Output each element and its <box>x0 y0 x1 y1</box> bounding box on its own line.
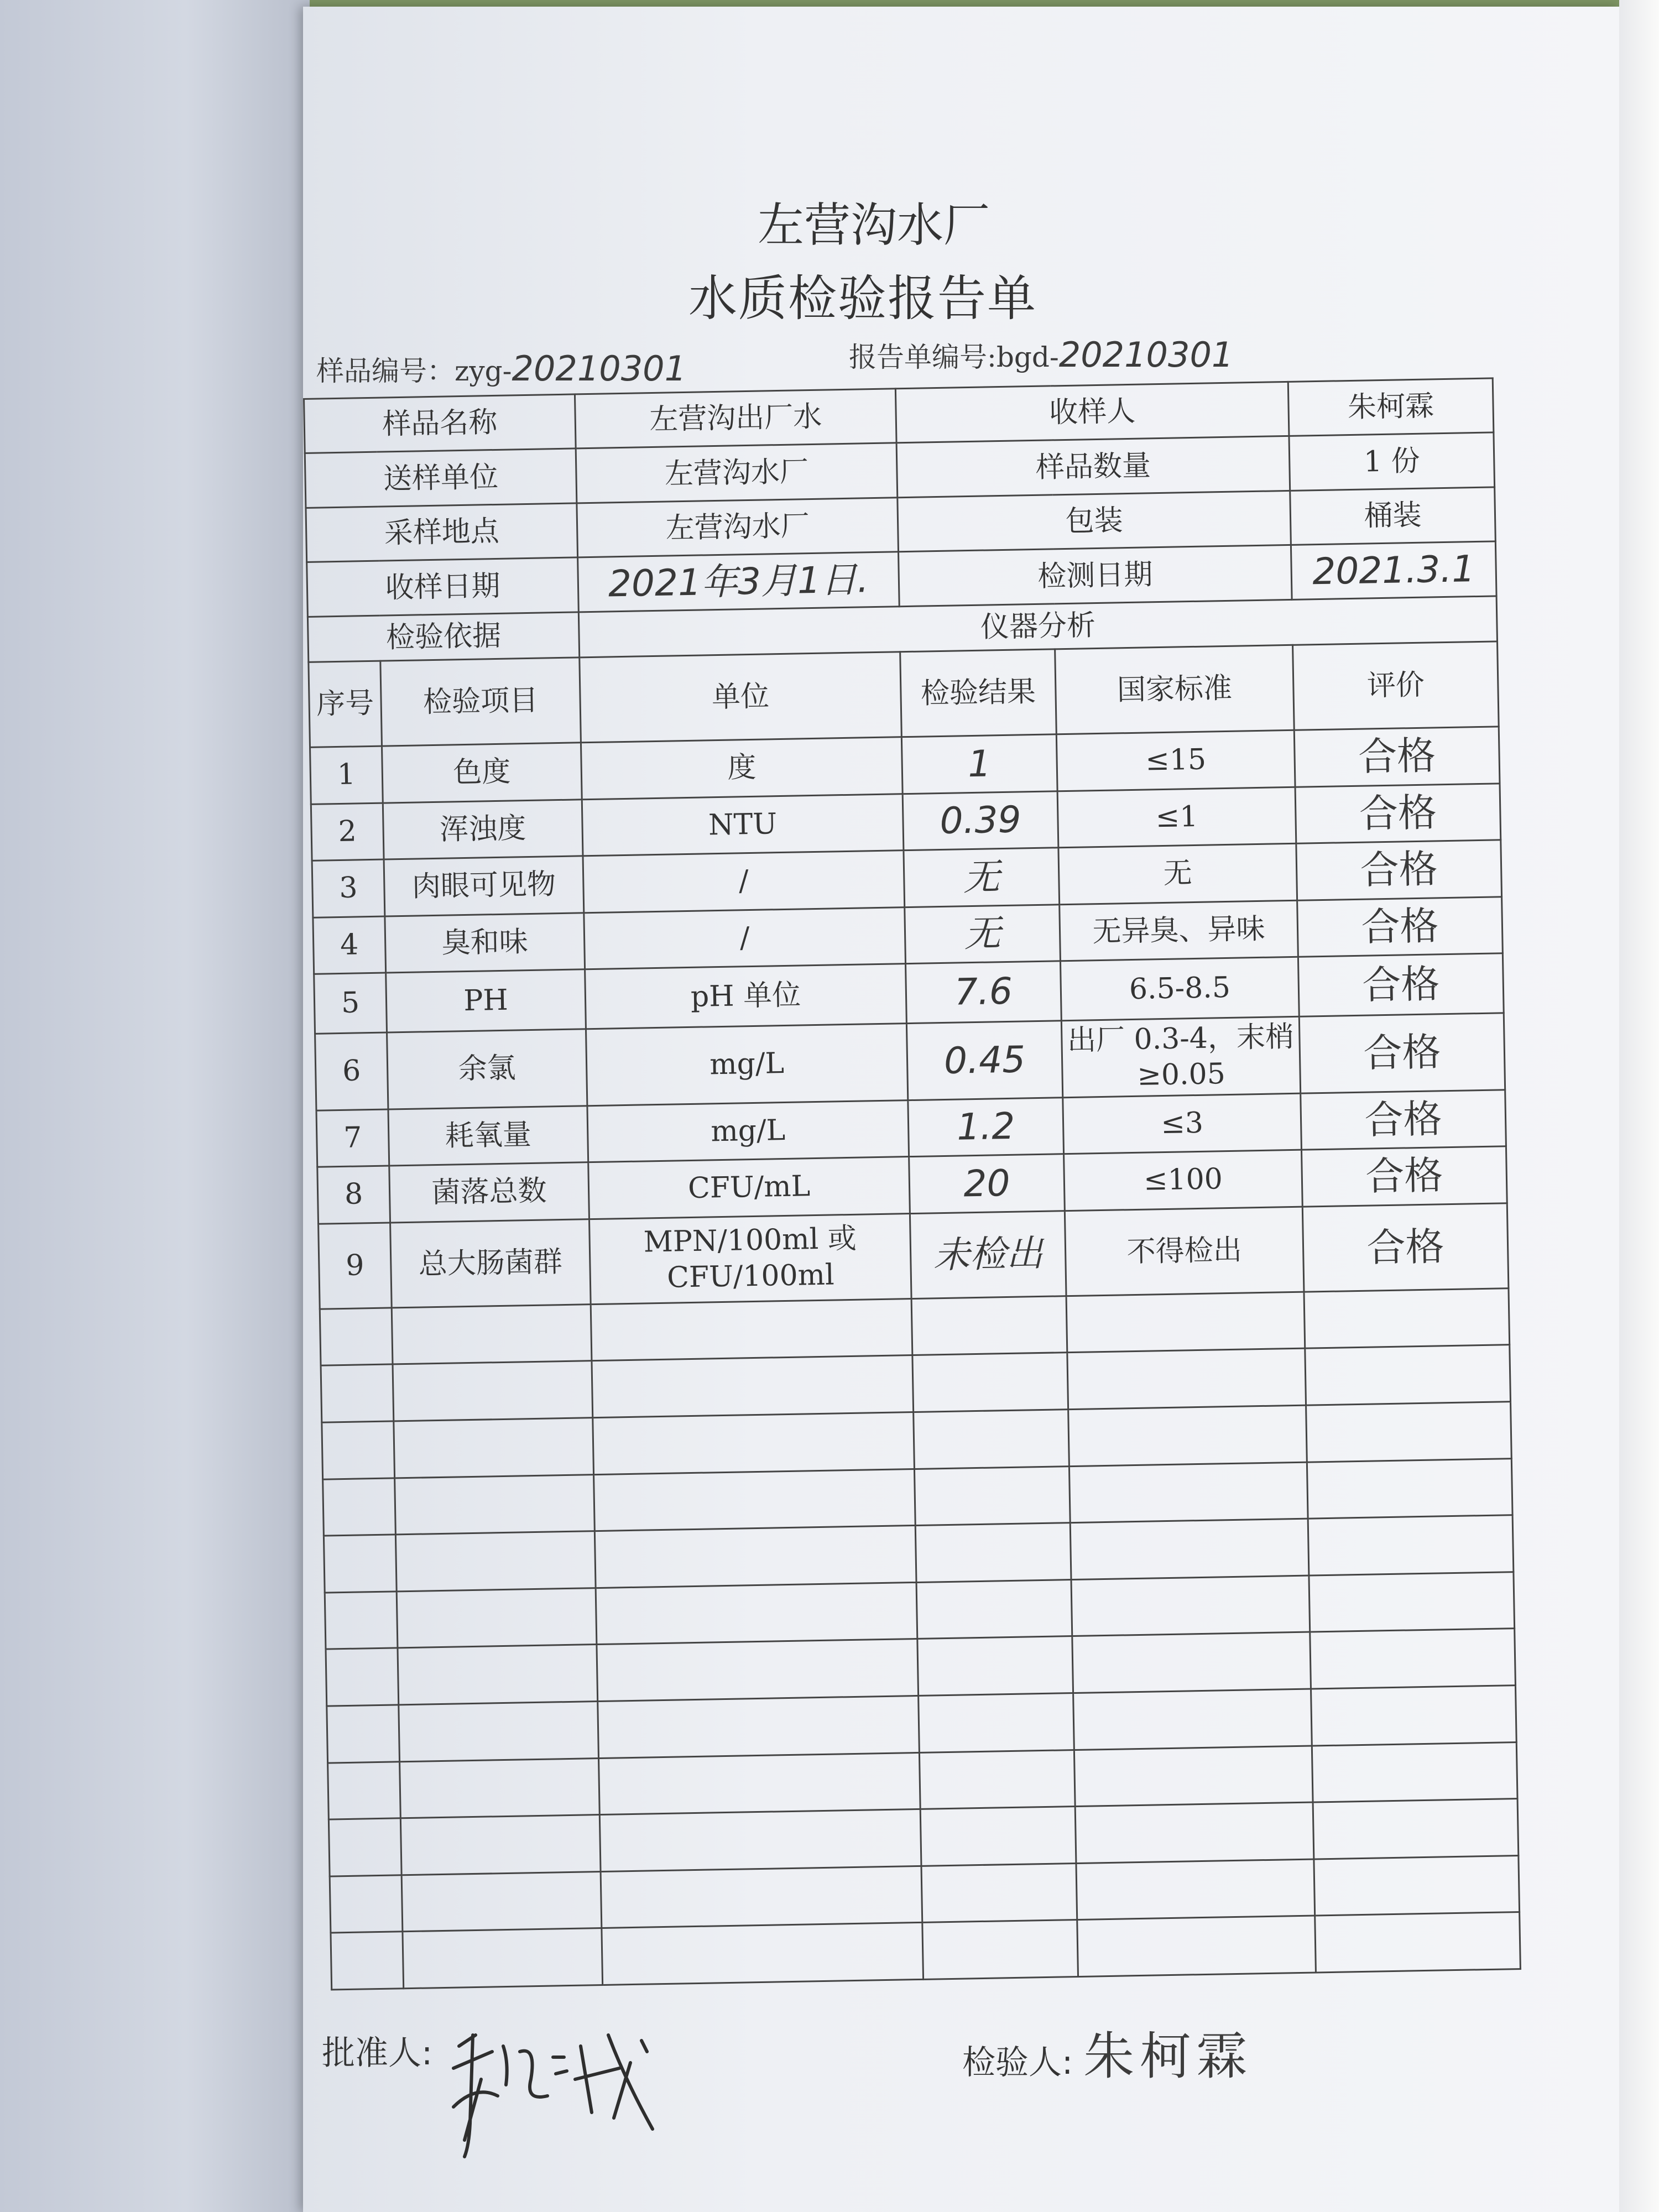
row-eval: 合格 <box>1295 783 1501 843</box>
row-result: 0.45 <box>906 1021 1062 1100</box>
empty-cell <box>596 1582 917 1645</box>
empty-cell <box>325 1592 398 1650</box>
row-standard: 6.5-8.5 <box>1060 957 1299 1021</box>
info-value: 左营沟水厂 <box>577 498 899 558</box>
empty-cell <box>1314 1855 1520 1916</box>
row-result: 未检出 <box>910 1211 1066 1298</box>
empty-cell <box>328 1761 401 1819</box>
row-eval: 合格 <box>1301 1089 1506 1150</box>
info-label-2: 检测日期 <box>899 545 1292 607</box>
empty-cell <box>1308 1515 1514 1575</box>
inspector-label: 检验人: <box>962 2043 1073 2082</box>
row-unit: MPN/100ml 或 CFU/100ml <box>589 1213 912 1304</box>
row-no: 4 <box>313 916 386 974</box>
row-standard: ≤15 <box>1056 730 1295 791</box>
row-item: 菌落总数 <box>389 1162 589 1223</box>
row-no: 9 <box>319 1223 392 1309</box>
empty-cell <box>592 1355 914 1418</box>
row-eval: 合格 <box>1297 897 1503 957</box>
row-no: 6 <box>315 1032 388 1110</box>
row-result: 1.2 <box>908 1097 1064 1156</box>
empty-cell <box>1071 1575 1310 1636</box>
empty-cell <box>1072 1632 1311 1693</box>
empty-cell <box>1074 1746 1313 1807</box>
empty-cell <box>1312 1742 1517 1802</box>
row-eval: 合格 <box>1302 1203 1509 1291</box>
empty-cell <box>321 1364 394 1422</box>
row-unit: mg/L <box>586 1024 908 1106</box>
empty-cell <box>393 1361 593 1421</box>
empty-cell <box>1077 1916 1316 1976</box>
page-edge <box>1619 0 1659 2212</box>
empty-cell <box>914 1410 1070 1469</box>
row-standard: 无 <box>1058 843 1297 904</box>
empty-cell <box>398 1645 598 1705</box>
header-standard: 国家标准 <box>1055 645 1295 734</box>
empty-cell <box>914 1466 1070 1525</box>
empty-cell <box>1313 1799 1519 1859</box>
basis-label: 检验依据 <box>307 612 579 662</box>
row-eval: 合格 <box>1298 953 1504 1016</box>
row-no: 3 <box>312 859 385 917</box>
row-unit: 度 <box>581 737 902 800</box>
empty-cell <box>911 1296 1067 1355</box>
empty-cell <box>322 1421 395 1479</box>
empty-cell <box>320 1308 393 1366</box>
info-value-2: 朱柯霖 <box>1288 378 1494 436</box>
row-item: 耗氧量 <box>388 1105 588 1166</box>
approver-signature-icon <box>442 2013 675 2168</box>
header-unit: 单位 <box>580 652 902 743</box>
row-eval: 合格 <box>1299 1013 1505 1093</box>
sample-number-value: 20210301 <box>512 348 687 389</box>
empty-cell <box>400 1758 600 1818</box>
row-result: 1 <box>901 734 1057 794</box>
row-standard: ≤100 <box>1064 1150 1303 1211</box>
empty-cell <box>591 1298 912 1361</box>
info-label-2: 包装 <box>898 491 1291 552</box>
org-title: 左营沟水厂 <box>757 198 990 252</box>
info-value: 2021年3月1日. <box>578 552 900 612</box>
row-result: 无 <box>904 848 1060 907</box>
info-value-2: 1 份 <box>1289 432 1495 491</box>
empty-cell <box>1309 1572 1515 1632</box>
row-item: 臭和味 <box>385 913 585 973</box>
empty-cell <box>1073 1689 1312 1750</box>
empty-cell <box>331 1932 404 1990</box>
info-label: 收样日期 <box>307 557 579 617</box>
empty-cell <box>395 1474 595 1535</box>
empty-cell <box>921 1863 1077 1922</box>
empty-cell <box>403 1928 603 1989</box>
empty-cell <box>1304 1288 1510 1348</box>
row-standard: ≤1 <box>1057 787 1296 848</box>
row-no: 2 <box>311 803 384 861</box>
empty-cell <box>919 1750 1075 1809</box>
empty-cell <box>917 1636 1073 1695</box>
info-label: 采样地点 <box>306 503 578 562</box>
empty-cell <box>1305 1345 1511 1405</box>
report-number <box>849 335 1233 375</box>
row-no: 1 <box>310 746 383 804</box>
row-unit: / <box>583 851 905 913</box>
info-label-2: 收样人 <box>895 382 1289 443</box>
empty-cell <box>330 1875 403 1933</box>
row-result: 0.39 <box>902 791 1058 850</box>
info-value-2: 桶装 <box>1290 487 1496 545</box>
header-result: 检验结果 <box>900 649 1057 737</box>
row-no: 5 <box>314 973 387 1034</box>
empty-cell <box>399 1701 599 1761</box>
row-unit: pH 单位 <box>585 964 907 1029</box>
empty-cell <box>400 1815 601 1875</box>
empty-cell <box>324 1535 397 1593</box>
empty-cell <box>326 1648 399 1706</box>
row-item: PH <box>386 969 586 1032</box>
empty-cell <box>915 1523 1071 1582</box>
row-unit: NTU <box>582 794 904 856</box>
empty-cell <box>919 1693 1074 1752</box>
sample-number-label: 样品编号：zyg- <box>316 355 512 387</box>
empty-cell <box>599 1752 921 1815</box>
empty-cell <box>1070 1519 1309 1579</box>
empty-cell <box>1310 1629 1516 1689</box>
empty-cell <box>328 1818 401 1876</box>
empty-cell <box>594 1526 916 1588</box>
header-eval: 评价 <box>1293 641 1499 730</box>
empty-cell <box>1307 1458 1512 1519</box>
empty-cell <box>912 1353 1068 1412</box>
row-result: 7.6 <box>906 961 1062 1024</box>
row-result: 无 <box>905 905 1061 964</box>
row-item: 色度 <box>382 743 582 803</box>
empty-cell <box>922 1920 1078 1980</box>
empty-cell <box>401 1871 602 1932</box>
empty-cell <box>327 1705 400 1763</box>
empty-cell <box>1311 1685 1517 1745</box>
row-eval: 合格 <box>1294 727 1500 787</box>
sample-number <box>316 348 686 389</box>
info-label: 送样单位 <box>305 448 577 508</box>
empty-cell <box>1315 1912 1521 1973</box>
empty-cell <box>1066 1292 1305 1353</box>
row-item: 浑浊度 <box>383 799 583 859</box>
row-item: 余氯 <box>387 1029 587 1109</box>
empty-cell <box>392 1304 592 1364</box>
empty-cell <box>323 1478 396 1536</box>
row-no: 7 <box>316 1109 389 1167</box>
empty-cell <box>601 1866 922 1928</box>
inspection-table <box>303 377 1521 1990</box>
info-label-2: 样品数量 <box>896 436 1290 498</box>
report-title: 水质检验报告单 <box>688 270 1037 327</box>
info-value: 左营沟出厂水 <box>575 389 896 449</box>
empty-cell <box>594 1469 916 1531</box>
approver-label: 批准人: <box>322 2034 433 2073</box>
empty-cell <box>394 1418 594 1478</box>
inspector-signature: 朱柯霖 <box>1083 2027 1253 2086</box>
empty-cell <box>597 1639 919 1702</box>
empty-cell <box>920 1807 1076 1866</box>
empty-cell <box>1067 1348 1306 1409</box>
row-standard: 出厂 0.3-4，末梢≥0.05 <box>1061 1016 1300 1097</box>
row-no: 8 <box>317 1166 390 1224</box>
empty-cell <box>1306 1402 1512 1462</box>
info-value-2: 2021.3.1 <box>1291 541 1496 599</box>
header-item: 检验项目 <box>380 658 581 746</box>
row-standard: 无异臭、异味 <box>1060 900 1298 961</box>
underlying-page <box>0 0 310 2212</box>
empty-cell <box>395 1531 596 1592</box>
row-unit: CFU/mL <box>588 1157 910 1219</box>
empty-cell <box>1068 1405 1307 1466</box>
row-unit: / <box>584 907 906 969</box>
report-number-label: 报告单编号:bgd- <box>849 341 1059 373</box>
header-no: 序号 <box>309 661 382 747</box>
empty-cell <box>916 1579 1072 1639</box>
inspector <box>962 2016 1253 2089</box>
empty-cell <box>602 1923 924 1985</box>
row-standard: 不得检出 <box>1065 1207 1304 1296</box>
row-item: 总大肠菌群 <box>390 1219 591 1307</box>
empty-cell <box>598 1695 920 1758</box>
row-eval: 合格 <box>1296 840 1502 900</box>
row-standard: ≤3 <box>1063 1093 1302 1154</box>
empty-cell <box>1076 1859 1315 1920</box>
empty-cell <box>1069 1462 1308 1523</box>
info-label: 样品名称 <box>304 394 576 453</box>
empty-cell <box>599 1809 921 1872</box>
empty-cell <box>593 1412 915 1474</box>
row-unit: mg/L <box>587 1100 909 1162</box>
info-value: 左营沟水厂 <box>576 443 898 503</box>
row-eval: 合格 <box>1302 1146 1507 1207</box>
row-result: 20 <box>909 1154 1065 1213</box>
approver <box>322 2027 432 2074</box>
empty-cell <box>1075 1802 1314 1863</box>
empty-cell <box>397 1588 597 1648</box>
row-item: 肉眼可见物 <box>384 856 584 916</box>
report-number-value: 20210301 <box>1058 335 1234 375</box>
basis-value: 仪器分析 <box>578 596 1497 658</box>
